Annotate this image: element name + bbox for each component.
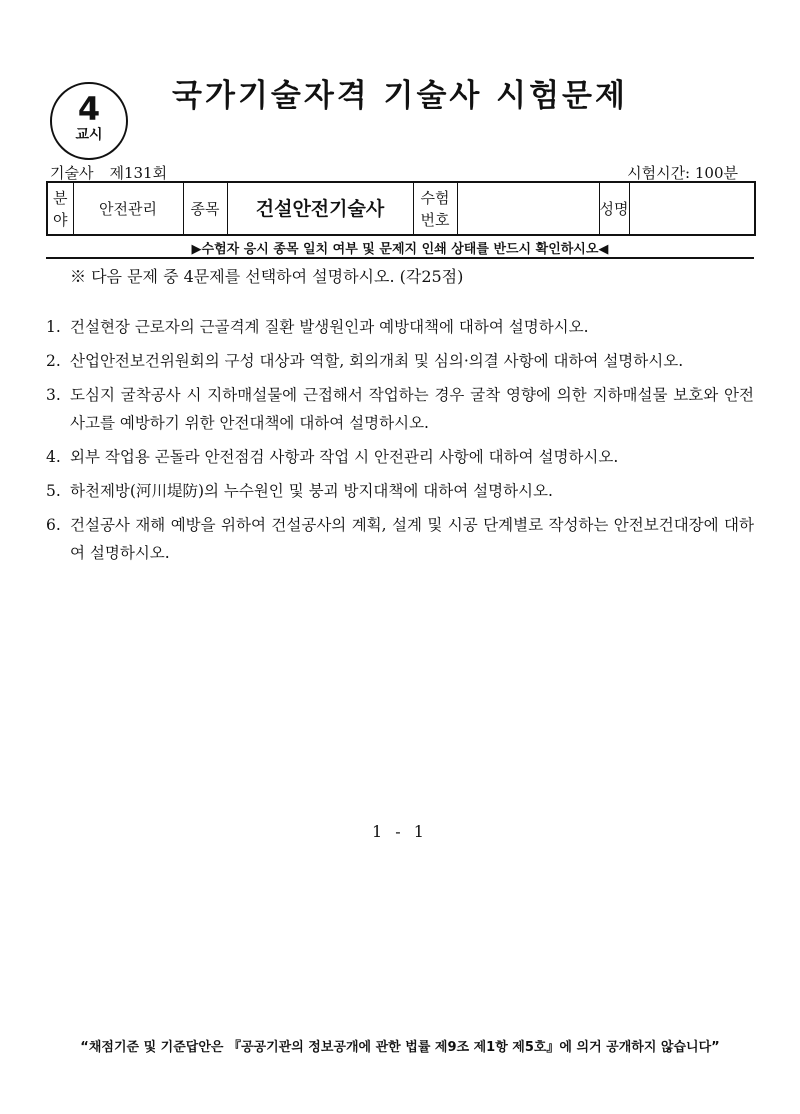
exam-number-label: 수험번호	[413, 182, 457, 235]
question-text: 외부 작업용 곤돌라 안전점검 사항과 작업 시 안전관리 사항에 대하여 설명하시오.	[70, 448, 619, 466]
exam-category: 기술사	[50, 164, 94, 182]
question-number: 5.	[46, 482, 61, 500]
page-title: 국가기술자격 기술사 시험문제	[172, 78, 628, 114]
question-number: 2.	[46, 352, 61, 370]
field-label: 분야	[47, 182, 73, 235]
exam-number-field[interactable]	[457, 182, 599, 235]
name-field[interactable]	[629, 182, 755, 235]
question-text: 산업안전보건위원회의 구성 대상과 역할, 회의개최 및 심의·의결 사항에 대하여 설명하시오.	[70, 352, 684, 370]
question-item	[46, 313, 754, 341]
question-text: 도심지 굴착공사 시 지하매설물에 근접해서 작업하는 경우 굴착 영향에 의한 지하매설물 보호와 안전사고를 예방하기 위한 안전대책에 대하여 설명하시오.	[70, 386, 754, 432]
disclosure-footer: “채점기준 및 기준답안은 『공공기관의 정보공개에 관한 법률 제9조 제1항 제5호』에 의거 공개하지 않습니다”	[80, 1040, 720, 1055]
divider	[46, 257, 754, 259]
exam-info-table	[46, 181, 756, 236]
question-number: 3.	[46, 386, 61, 404]
instruction: ※ 다음 문제 중 4문제를 선택하여 설명하시오. (각25점)	[70, 267, 464, 286]
question-text: 하천제방(河川堤防)의 누수원인 및 붕괴 방지대책에 대하여 설명하시오.	[70, 482, 553, 500]
question-item	[46, 443, 754, 471]
page-number: 1 - 1	[372, 822, 428, 841]
question-item	[46, 347, 754, 375]
question-item	[46, 511, 754, 567]
check-notice: ▶수험자 응시 종목 일치 여부 및 문제지 인쇄 상태를 반드시 확인하시오◀	[191, 242, 609, 257]
exam-meta	[50, 162, 167, 183]
question-number: 6.	[46, 516, 61, 534]
type-label: 종목	[183, 182, 227, 235]
question-item	[46, 477, 754, 505]
name-label: 성명	[599, 182, 629, 235]
session-number: 4	[77, 90, 101, 128]
question-text: 건설현장 근로자의 근골격계 질환 발생원인과 예방대책에 대하여 설명하시오.	[70, 318, 589, 336]
exam-round: 제131회	[109, 164, 168, 182]
field-value: 안전관리	[73, 182, 183, 235]
type-value: 건설안전기술사	[227, 182, 413, 235]
question-number: 1.	[46, 318, 61, 336]
question-list	[46, 313, 754, 573]
session-label: 교시	[75, 127, 103, 143]
question-text: 건설공사 재해 예방을 위하여 건설공사의 계획, 설계 및 시공 단계별로 작성하는 안전보건대장에 대하여 설명하시오.	[70, 516, 754, 562]
session-badge	[50, 82, 128, 160]
question-number: 4.	[46, 448, 61, 466]
time-limit: 시험시간: 100분	[627, 164, 738, 182]
question-item	[46, 381, 754, 437]
